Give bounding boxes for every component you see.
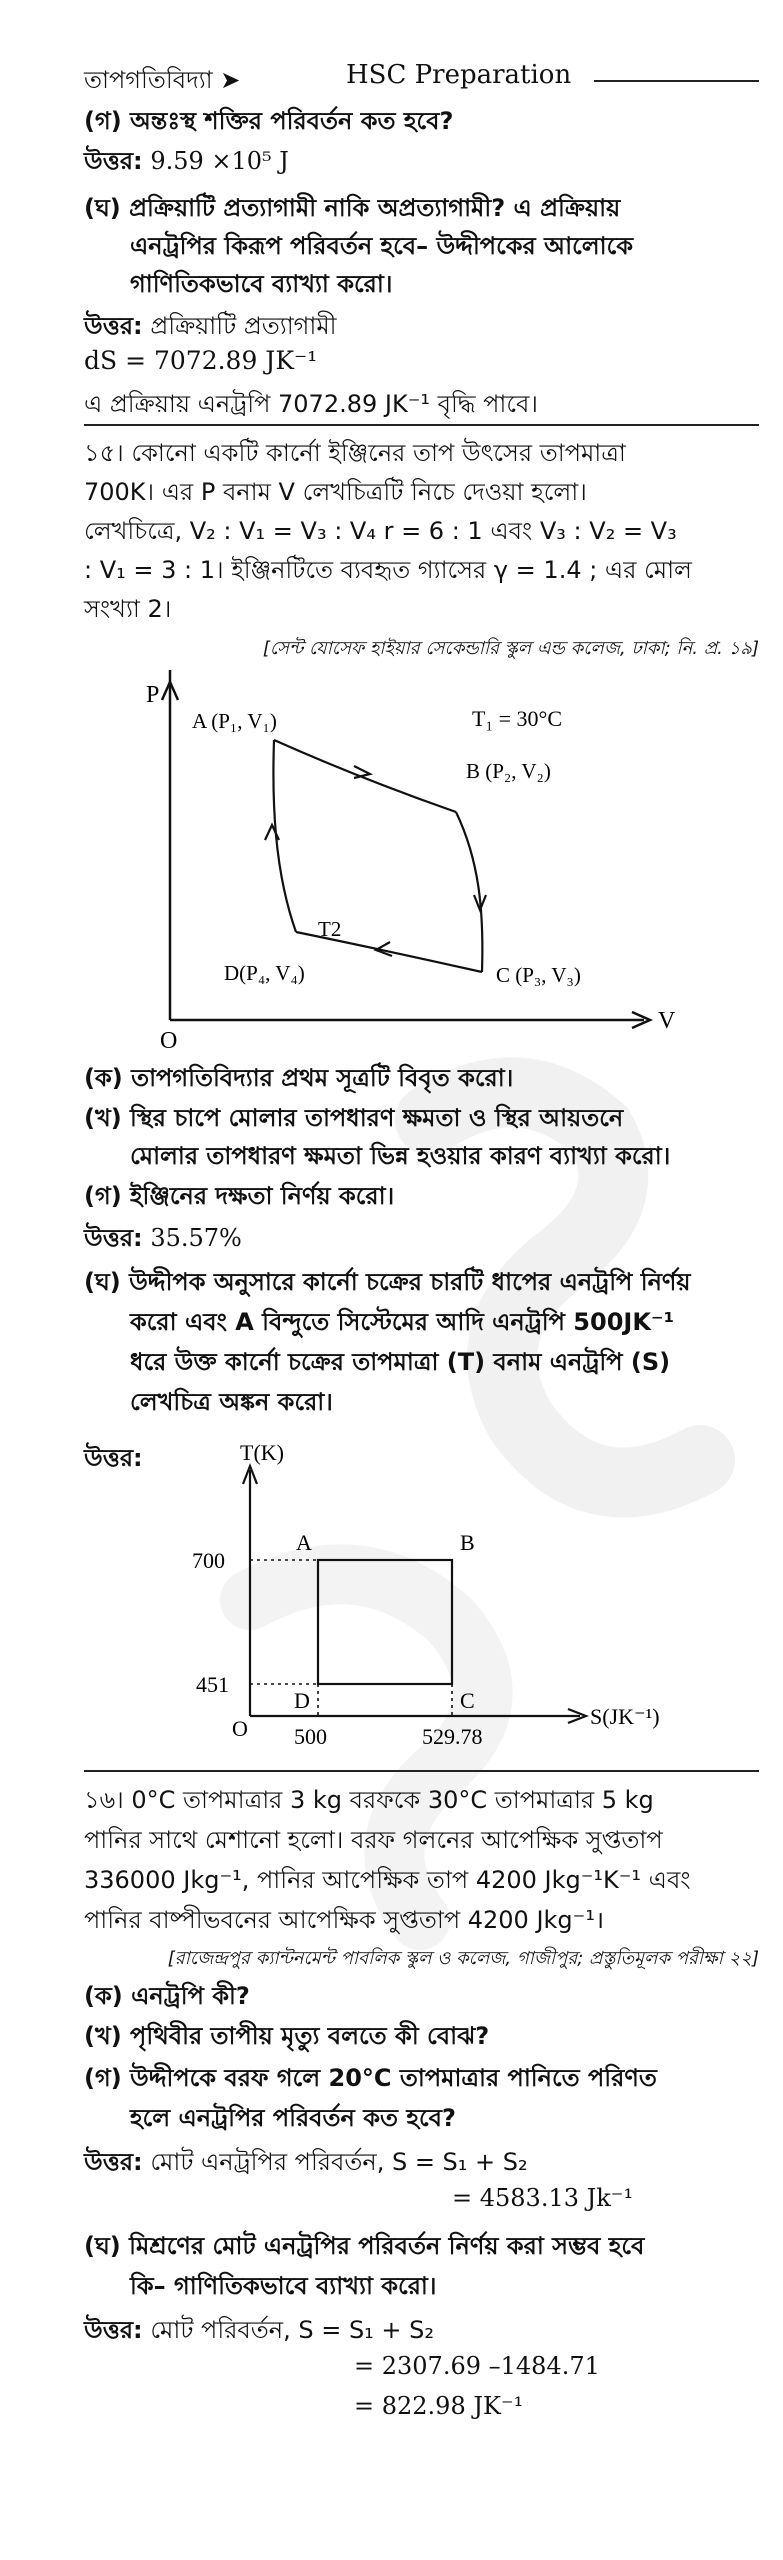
q15-gha-line1: (ঘ) উদ্দীপক অনুসারে কার্নো চক্রের চারটি ধাপের এনট্রপি নির্ণয়: [84, 1268, 691, 1296]
q16-gha-answer-line1: [84, 2312, 759, 2352]
q15-gha-answer-label: উত্তর:: [84, 1444, 143, 1472]
q14-gha-question-line2: এনট্রপির কিরূপ পরিবর্তন হবে– উদ্দীপকের আলোকে: [130, 232, 634, 260]
q15-gha-line2: করো এবং A বিন্দুতে সিস্টেমের আদি এনট্রপি 500JK⁻¹: [130, 1308, 675, 1336]
q15-stem-line1: ১৫। কোনো একটি কার্নো ইঞ্জিনের তাপ উৎসের তাপমাত্রা: [84, 439, 626, 467]
answer-label: উত্তর:: [84, 2316, 143, 2344]
tick-label-700: 700: [192, 1548, 225, 1573]
q15-stem-line4: : V₁ = 3 : 1। ইঞ্জিনটিতে ব্যবহৃত গ্যাসের γ = 1.4 ; এর মোল: [84, 556, 692, 584]
q15-stem-line2: 700K। এর P বনাম V লেখচিত্রটি নিচে দেওয়া হলো।: [84, 478, 587, 506]
q15-stem-line5: সংখ্যা 2।: [84, 595, 172, 623]
q16-ga-line2: হলে এনট্রপির পরিবর্তন কত হবে?: [130, 2104, 456, 2132]
q14-gha-answer-line2: dS = 7072.89 JK⁻¹: [84, 346, 318, 375]
q14-gha-question-line1: (ঘ) প্রক্রিয়াটি প্রত্যাগামী নাকি অপ্রত্যাগামী? এ প্রক্রিয়ায়: [84, 194, 621, 222]
point-c-label: C (P₃, V₃): [496, 963, 581, 987]
q16-ga-line1: (গ) উদ্দীপকে বরফ গলে 20°C তাপমাত্রার পানিতে পরিণত: [84, 2064, 657, 2092]
arrow-da: [265, 825, 279, 840]
q15-kha-line2: মোলার তাপধারণ ক্ষমতা ভিন্ন হওয়ার কারণ ব্যাখ্যা করো।: [130, 1142, 671, 1170]
q16-gha-answer-line3: = 822.98 JK⁻¹: [354, 2392, 524, 2420]
pv-diagram: [84, 670, 704, 1050]
header-subject: তাপগতিবিদ্যা ➤: [84, 66, 241, 94]
q16-source: [রাজেন্দ্রপুর ক্যান্টনমেন্ট পাবলিক স্কুল ও কলেজ, গাজীপুর; প্রস্তুতিমূলক পরীক্ষা ২২]: [167, 1948, 759, 1969]
q15-gha-line3: ধরে উক্ত কার্নো চক্রের তাপমাত্রা (T) বনাম এনট্রপি (S): [130, 1348, 671, 1376]
arrow-cd: [376, 942, 392, 956]
page-header: [84, 58, 759, 98]
s-axis-label: S(JK⁻¹): [590, 1704, 660, 1729]
v-axis-label: V: [658, 1008, 676, 1034]
q14-gha-question-line3: গাণিতিকভাবে ব্যাখ্যা করো।: [130, 270, 393, 298]
q16-ka: (ক) এনট্রপি কী?: [84, 1982, 250, 2010]
q16-gha-line2: কি– গাণিতিকভাবে ব্যাখ্যা করো।: [130, 2272, 437, 2300]
q15-stem-line3: লেখচিত্রে, V₂ : V₁ = V₃ : V₄ r = 6 : 1 এবং V₃ : V₂ = V₃: [84, 517, 677, 545]
q16-ga-answer-text: মোট এনট্রপির পরিবর্তন, S = S₁ + S₂: [150, 2148, 528, 2176]
q16-ga-answer-line1: [84, 2144, 759, 2184]
arrow-ab: [354, 766, 370, 778]
point-d-label: D(P₄, V₄): [224, 961, 305, 985]
section-divider: [84, 424, 759, 426]
header-book-title: HSC Preparation: [346, 60, 572, 90]
t1-label: T₁ = 30°C: [472, 706, 562, 731]
q15-ka: (ক) তাপগতিবিদ্যার প্রথম সূত্রটি বিবৃত করো।: [84, 1064, 514, 1092]
point-b-label: B (P₂, V₂): [466, 759, 551, 783]
q14-ga-answer: [84, 143, 759, 183]
q16-stem-line3: 336000 Jkg⁻¹, পানির আপেক্ষিক তাপ 4200 Jkg⁻¹K⁻¹ এবং: [84, 1866, 691, 1894]
q16-stem-line2: পানির সাথে মেশানো হলো। বরফ গলনের আপেক্ষিক সুপ্ততাপ: [84, 1826, 663, 1854]
q15-ga: (গ) ইঞ্জিনের দক্ষতা নির্ণয় করো।: [84, 1182, 395, 1210]
q15-source: [সেন্ট যোসেফ হাইয়ার সেকেন্ডারি স্কুল এন্ড কলেজ, ঢাকা; নি. প্র. ১৯]: [262, 638, 759, 659]
q15-kha-line1: (খ) স্থির চাপে মোলার তাপধারণ ক্ষমতা ও স্থির আয়তনে: [84, 1104, 624, 1132]
adiabat-bc: [456, 812, 482, 972]
t-axis-label: T(K): [240, 1440, 284, 1465]
q16-gha-answer-line2: = 2307.69 –1484.71: [354, 2352, 600, 2380]
q16-gha-answer-text: মোট পরিবর্তন, S = S₁ + S₂: [150, 2316, 435, 2344]
q14-gha-answer-line3: এ প্রক্রিয়ায় এনট্রপি 7072.89 JK⁻¹ বৃদ্ধি পাবে।: [84, 390, 538, 418]
q14-ga-answer-value: 9.59 ×10⁵ J: [150, 147, 289, 175]
ts-diagram: [180, 1440, 680, 1760]
q16-stem-line4: পানির বাষ্পীভবনের আপেক্ষিক সুপ্ততাপ 4200 Jkg⁻¹।: [84, 1906, 605, 1934]
q14-gha-answer-line1: [84, 308, 759, 348]
section-divider: [84, 1770, 759, 1772]
answer-label: উত্তর:: [84, 1224, 143, 1252]
p-axis-label: P: [146, 682, 160, 708]
header-rule: [594, 80, 759, 82]
origin-label: O: [160, 1028, 178, 1050]
answer-label: উত্তর:: [84, 147, 143, 175]
tick-label-500: 500: [294, 1724, 327, 1749]
q15-ga-answer-value: 35.57%: [150, 1224, 242, 1252]
q16-kha: (খ) পৃথিবীর তাপীয় মৃত্যু বলতে কী বোঝ?: [84, 2022, 490, 2050]
q15-ga-answer: [84, 1220, 759, 1260]
q16-stem-line1: ১৬। 0°C তাপমাত্রার 3 kg বরফকে 30°C তাপমাত্রার 5 kg: [84, 1786, 654, 1814]
ts-origin-label: O: [232, 1716, 248, 1741]
q16-ga-answer-line2: = 4583.13 Jk⁻¹: [452, 2184, 634, 2212]
carnot-rectangle: [318, 1560, 452, 1684]
q15-gha-line4: লেখচিত্র অঙ্কন করো।: [130, 1388, 333, 1416]
point-a-label: A (P₁, V₁): [192, 709, 277, 733]
answer-label: উত্তর:: [84, 312, 143, 340]
q14-ga-question: (গ) অন্তঃস্থ শক্তির পরিবর্তন কত হবে?: [84, 107, 454, 135]
q14-gha-answer-text: প্রক্রিয়াটি প্রত্যাগামী: [150, 312, 337, 340]
t2-label: T2: [318, 917, 342, 941]
ts-point-c: C: [460, 1688, 475, 1713]
tick-label-529: 529.78: [422, 1724, 483, 1749]
ts-point-b: B: [460, 1530, 475, 1555]
ts-point-d: D: [294, 1688, 310, 1713]
ts-point-a: A: [296, 1530, 312, 1555]
tick-label-451: 451: [196, 1672, 229, 1697]
q16-gha-line1: (ঘ) মিশ্রণের মোট এনট্রপির পরিবর্তন নির্ণয় করা সম্ভব হবে: [84, 2232, 645, 2260]
answer-label: উত্তর:: [84, 2148, 143, 2176]
